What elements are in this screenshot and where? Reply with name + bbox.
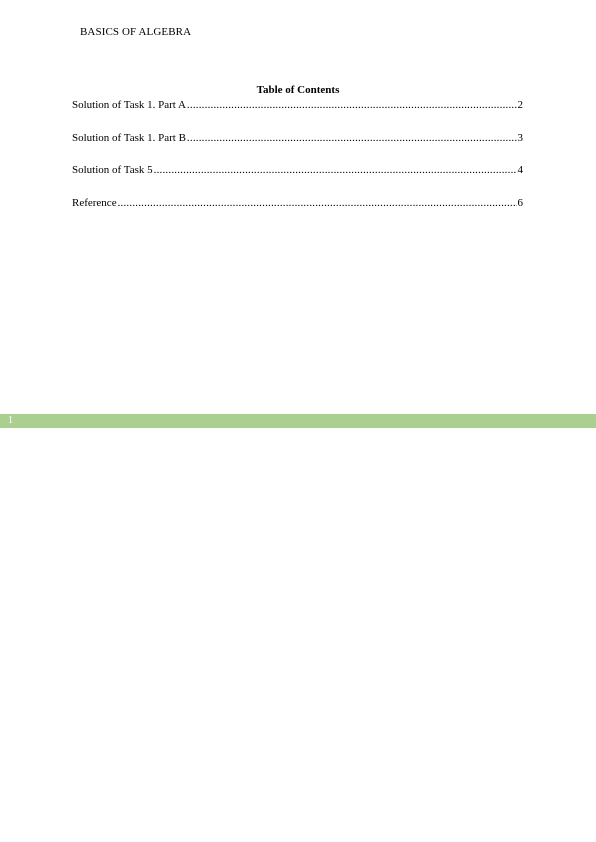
toc-entry-label: Solution of Task 1. Part B bbox=[72, 131, 186, 144]
running-head: BASICS OF ALGEBRA bbox=[80, 26, 192, 38]
table-of-contents bbox=[72, 99, 523, 229]
toc-entry-page: 4 bbox=[517, 164, 523, 176]
page-number: 1 bbox=[8, 415, 13, 426]
toc-entry-task1-part-a[interactable] bbox=[72, 99, 523, 112]
toc-title: Table of Contents bbox=[256, 84, 340, 96]
toc-entry-label: Solution of Task 5 bbox=[72, 164, 153, 176]
toc-entry-label: Solution of Task 1. Part A bbox=[72, 99, 186, 111]
page-number-band bbox=[0, 414, 596, 428]
toc-entry-page: 6 bbox=[517, 196, 523, 209]
toc-dot-leader bbox=[118, 197, 517, 210]
toc-entry-page: 2 bbox=[517, 99, 523, 111]
toc-dot-leader bbox=[154, 164, 517, 177]
toc-entry-task5[interactable] bbox=[72, 164, 523, 177]
toc-dot-leader bbox=[187, 99, 517, 112]
toc-entry-reference[interactable] bbox=[72, 197, 523, 210]
toc-entry-label: Reference bbox=[72, 196, 117, 209]
toc-dot-leader bbox=[187, 132, 517, 145]
toc-entry-page: 3 bbox=[517, 131, 523, 144]
toc-entry-task1-part-b[interactable] bbox=[72, 132, 523, 145]
